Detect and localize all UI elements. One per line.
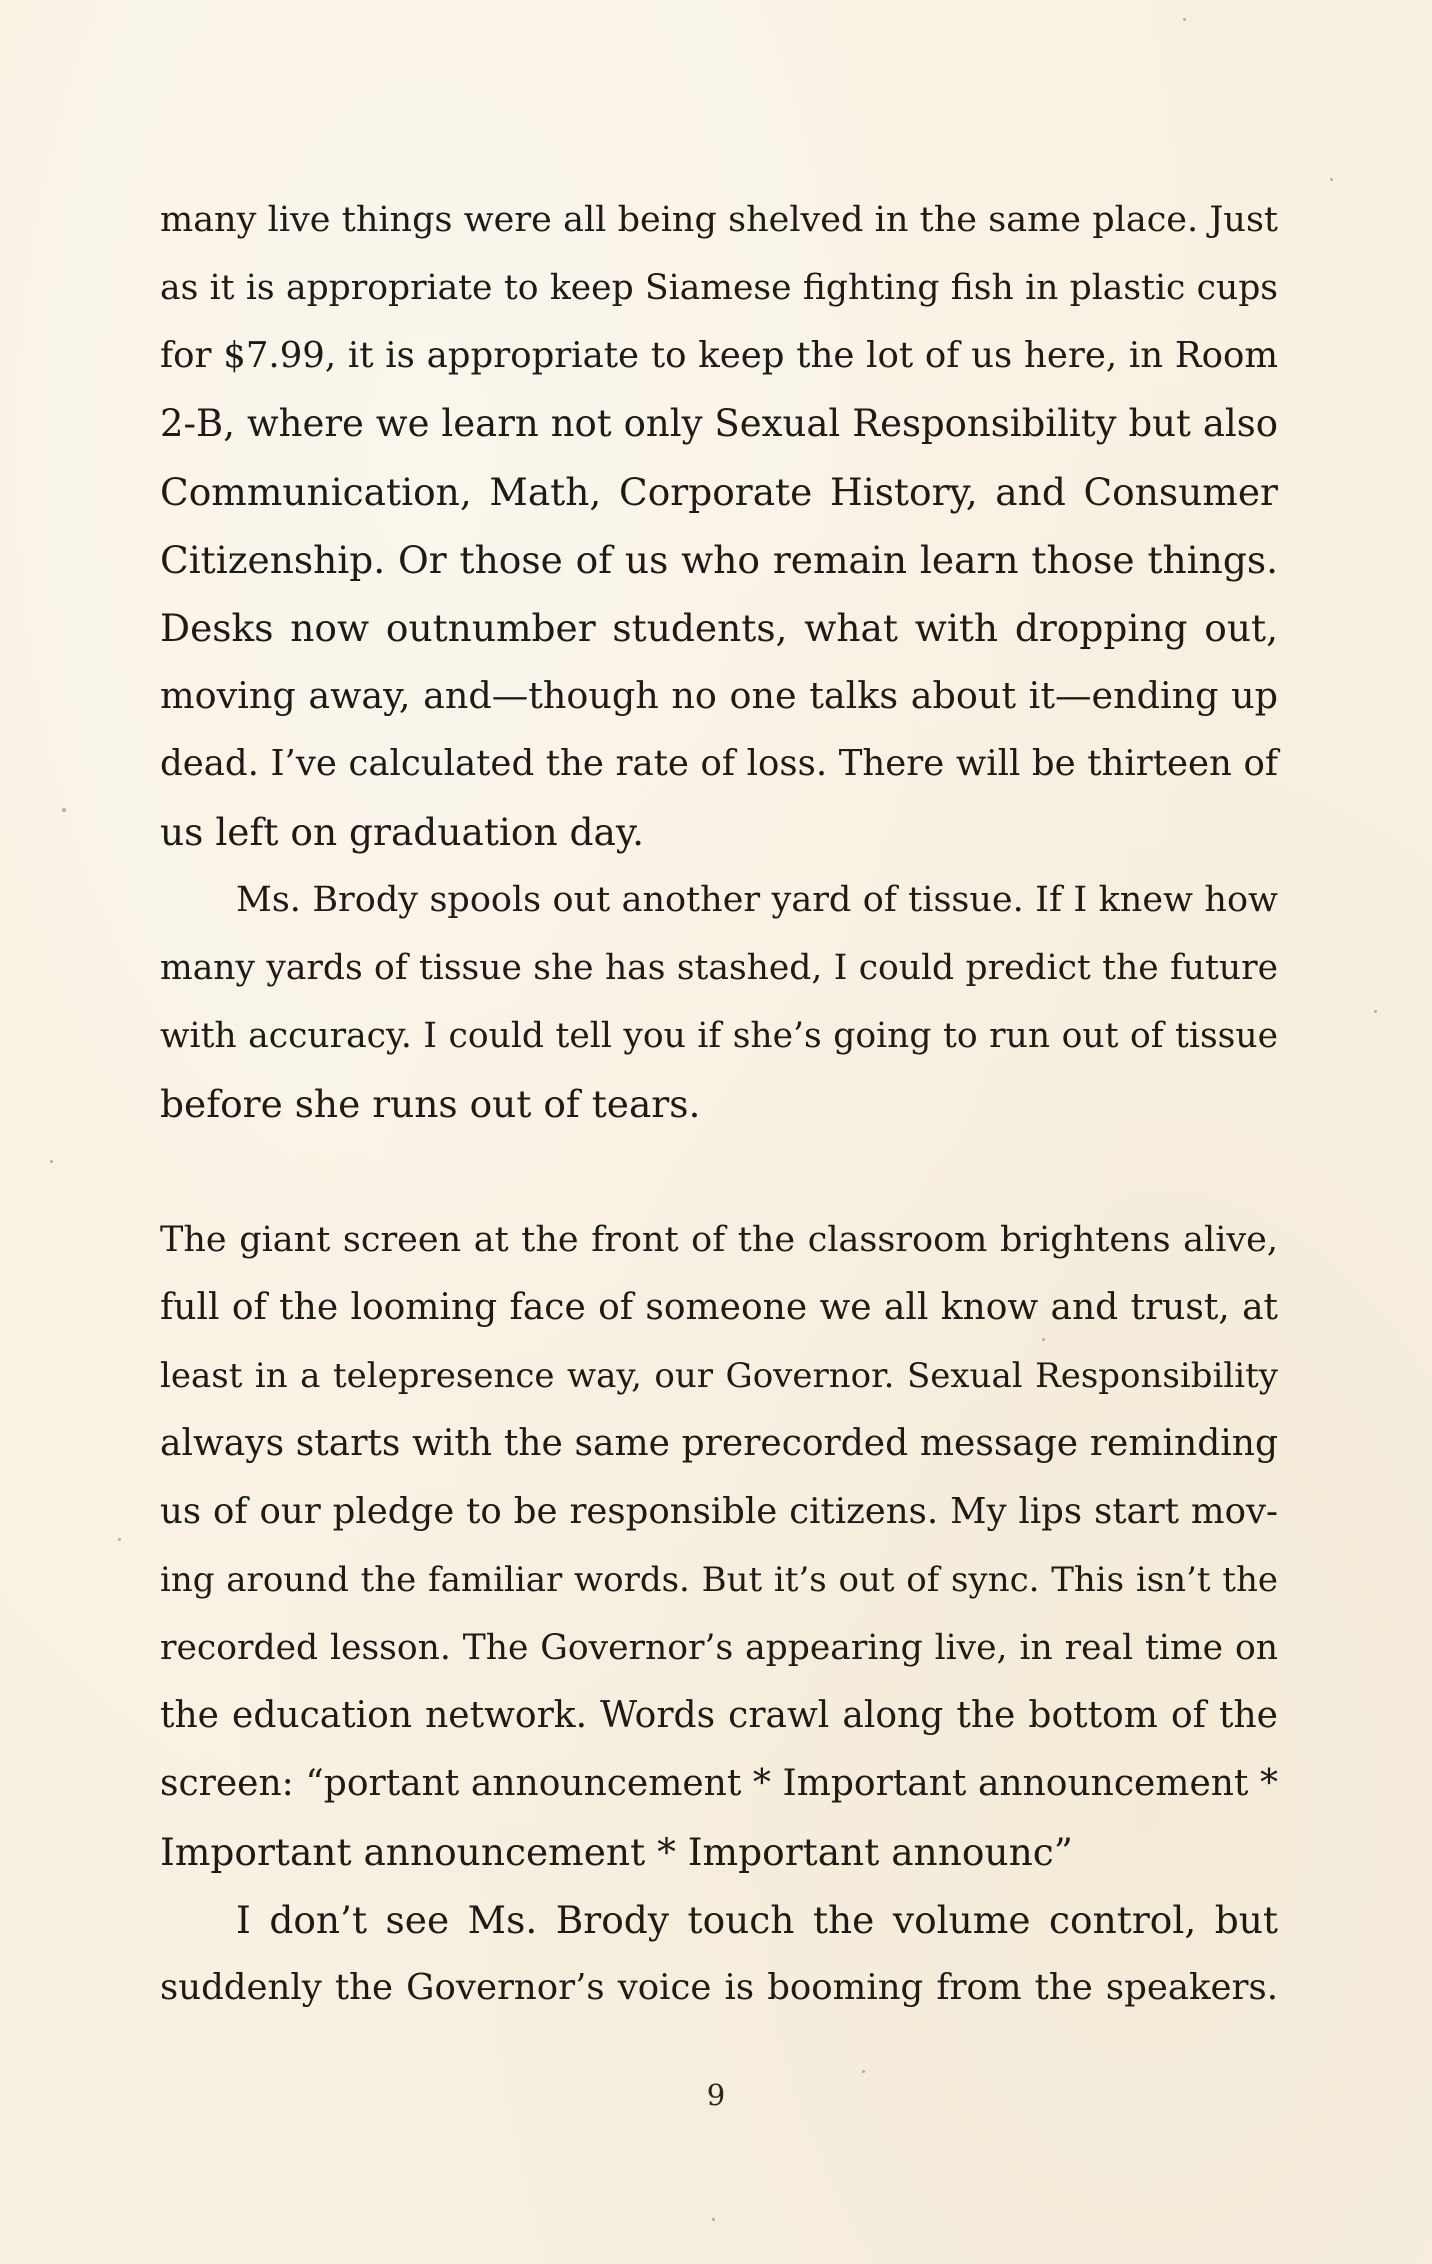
text-line: 2-B, where we learn not only Sexual Responsibility but also bbox=[160, 402, 1278, 445]
page-number: 9 bbox=[706, 2078, 726, 2112]
text-line: many yards of tissue she has stashed, I could predict the future bbox=[160, 948, 1278, 988]
text-line: before she runs out of tears. bbox=[160, 1082, 701, 1126]
paper-speck bbox=[862, 2070, 865, 2073]
paper-speck bbox=[118, 1538, 121, 1541]
text-line: The giant screen at the front of the classroom brightens alive, bbox=[160, 1220, 1278, 1260]
text-line: for $7.99, it is appropriate to keep the lot of us here, in Room bbox=[160, 335, 1278, 376]
text-line: I don’t see Ms. Brody touch the volume control, but bbox=[236, 1898, 1278, 1942]
paper-speck bbox=[1330, 178, 1333, 181]
text-line: Citizenship. Or those of us who remain learn those things. bbox=[160, 538, 1278, 582]
text-line: dead. I’ve calculated the rate of loss. There will be thirteen of bbox=[160, 743, 1278, 784]
text-line: as it is appropriate to keep Siamese fighting fish in plastic cups bbox=[160, 268, 1278, 308]
paper-speck bbox=[1183, 18, 1186, 21]
text-line: always starts with the same prerecorded message reminding bbox=[160, 1423, 1278, 1464]
text-line: screen: “portant announcement * Important announcement * bbox=[160, 1763, 1278, 1804]
text-line: full of the looming face of someone we all know and trust, at bbox=[160, 1287, 1278, 1328]
paper-speck bbox=[62, 808, 66, 812]
paper-speck bbox=[1374, 1010, 1377, 1013]
text-block-top bbox=[160, 186, 1278, 1138]
text-line: Ms. Brody spools out another yard of tissue. If I knew how bbox=[236, 880, 1278, 920]
paper-speck bbox=[1042, 1338, 1045, 1341]
text-line: least in a telepresence way, our Governor. Sexual Responsibility bbox=[160, 1356, 1278, 1396]
text-line: us left on graduation day. bbox=[160, 810, 645, 854]
paragraph bbox=[160, 1206, 1278, 1886]
text-line: recorded lesson. The Governor’s appearing live, in real time on bbox=[160, 1628, 1278, 1668]
text-block-bottom bbox=[160, 1206, 1278, 2022]
paragraph bbox=[160, 1886, 1278, 2022]
text-line: Communication, Math, Corporate History, and Consumer bbox=[160, 470, 1278, 514]
text-line: many live things were all being shelved in the same place. Just bbox=[160, 200, 1278, 240]
text-line: the education network. Words crawl along the bottom of the bbox=[160, 1695, 1278, 1736]
text-line: us of our pledge to be responsible citizens. My lips start mov- bbox=[160, 1491, 1278, 1532]
paragraph bbox=[160, 186, 1278, 866]
paper-speck bbox=[712, 2218, 715, 2221]
text-line: moving away, and—though no one talks about it—ending up bbox=[160, 674, 1278, 717]
text-line: suddenly the Governor’s voice is booming from the speakers. bbox=[160, 1967, 1278, 2008]
text-line: Important announcement * Important announc” bbox=[160, 1830, 1073, 1874]
paper-speck bbox=[50, 1160, 53, 1163]
text-line: Desks now outnumber students, what with dropping out, bbox=[160, 606, 1278, 650]
text-line: ing around the familiar words. But it’s out of sync. This isn’t the bbox=[160, 1560, 1278, 1600]
text-line: with accuracy. I could tell you if she’s going to run out of tissue bbox=[160, 1016, 1278, 1056]
paragraph bbox=[160, 866, 1278, 1138]
